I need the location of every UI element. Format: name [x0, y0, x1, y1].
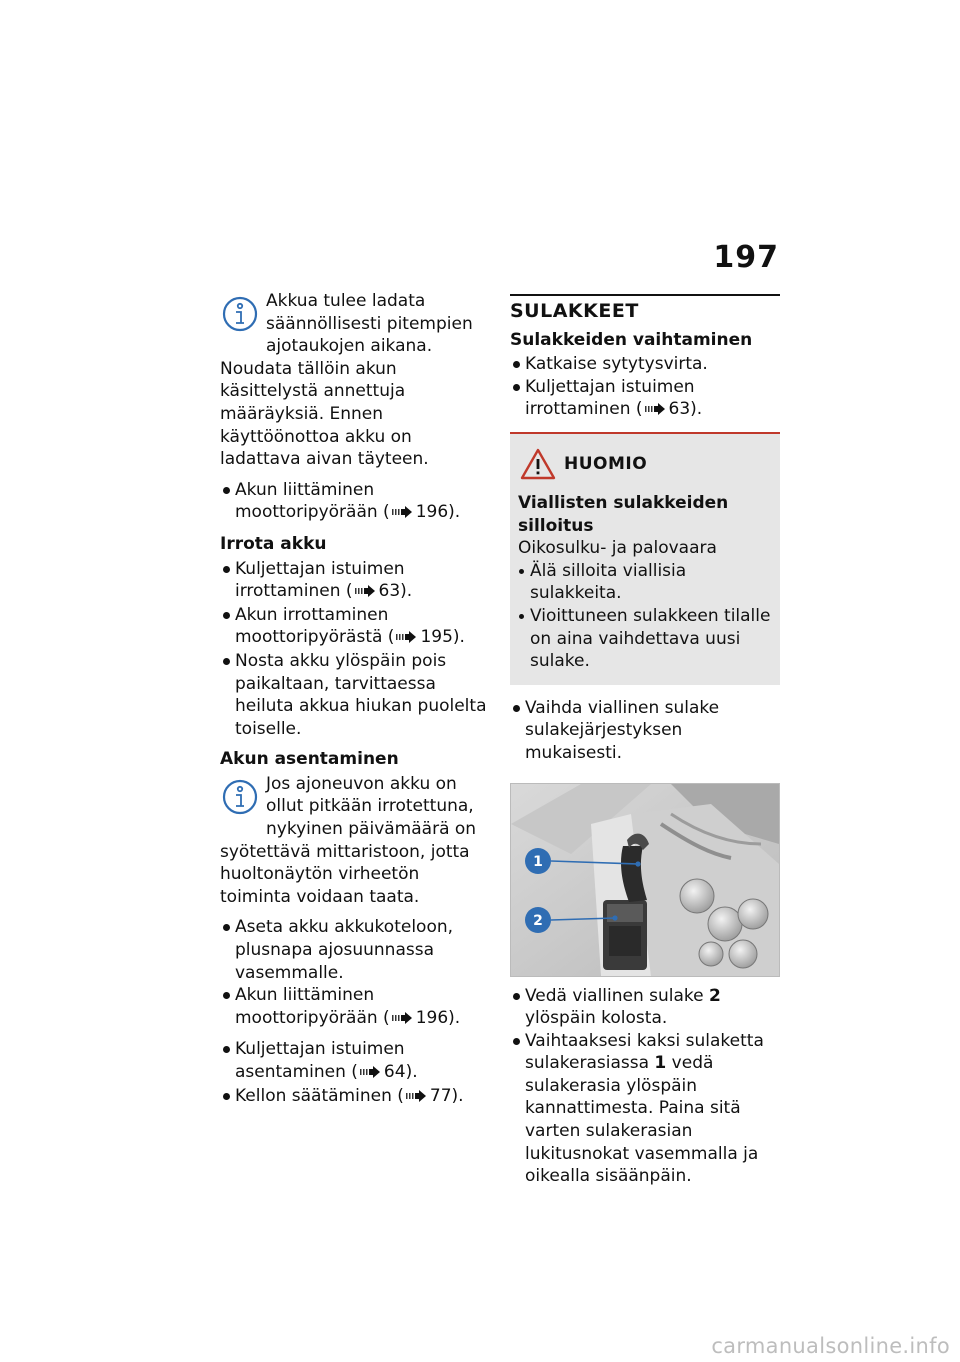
connect-list: [220, 479, 490, 525]
list-item: Vaihda viallinen sulake sulakejärjestyksen mukaisesti.: [510, 697, 780, 765]
list-item: Vioittuneen sulakkeen tilalle on aina vaihdettava uusi sulake.: [518, 605, 772, 673]
info-icon: [220, 775, 260, 819]
warning-box: [510, 432, 780, 685]
page-ref[interactable]: 196: [415, 1007, 449, 1028]
svg-text:1: 1: [533, 853, 543, 870]
warning-label: HUOMIO: [564, 453, 648, 474]
list-item: Akun liittäminen moottoripyörään ( 196).: [220, 984, 490, 1030]
list-item: Vedä viallinen sulake 2 ylöspäin kolosta.: [510, 985, 780, 1030]
reference-arrow-icon: [645, 399, 665, 422]
info-note-date: [220, 773, 490, 909]
left-column: [220, 290, 490, 1116]
list-item: Kellon säätäminen ( 77).: [220, 1085, 490, 1109]
fuse-box-figure: [510, 783, 780, 977]
reference-arrow-icon: [392, 1008, 412, 1031]
replace-steps-3: [510, 985, 780, 1188]
info-note-text: Akkua tulee ladata säännöllisesti pitempien ajotaukojen aikana. Noudata tällöin akun käsittelystä annettuja määräyksiä. Ennen käyttöönottoa akku on ladattava aivan täyteen.: [220, 291, 473, 470]
warning-list: [518, 560, 772, 673]
list-item: Katkaise sytytysvirta.: [510, 353, 780, 376]
page-ref[interactable]: 77: [429, 1085, 452, 1106]
info-note-charging: [220, 290, 490, 471]
page-ref[interactable]: 64: [383, 1062, 406, 1082]
callout-1: [525, 848, 551, 874]
fuse-box-number: 1: [654, 1053, 667, 1074]
warning-hazard: Oikosulku- ja palovaara: [518, 538, 717, 559]
page-ref[interactable]: 63: [378, 581, 401, 602]
page-ref[interactable]: 195: [420, 627, 453, 648]
subhead-remove-battery: Irrota akku: [220, 533, 327, 554]
list-item: Vaihtaaksesi kaksi sulaketta sulakerasiassa 1 vedä sulakerasia ylöspäin kannattimesta. Paina sitä varten sulakerasian lukitusnokat vasemmalla ja oikealla sisäänpäin.: [510, 1030, 780, 1188]
reference-arrow-icon: [392, 502, 412, 525]
list-item: Akun irrottaminen moottoripyörästä ( 195).: [220, 604, 490, 650]
callout-2: [525, 907, 551, 933]
fuse-box-illustration: [511, 784, 779, 976]
final-list: [220, 1038, 490, 1108]
replace-steps-1: [510, 353, 780, 422]
fuse-number: 2: [709, 985, 721, 1006]
svg-text:2: 2: [533, 912, 543, 929]
list-item: Kuljettajan istuimen asentaminen ( 64).: [220, 1038, 490, 1084]
warning-header: [518, 448, 772, 480]
list-item: Nosta akku ylöspäin pois paikaltaan, tarvittaessa heiluta akkua hiukan puolelta toiselle.: [220, 650, 490, 740]
page-number: 197: [713, 240, 779, 275]
info-note-text: Jos ajoneuvon akku on ollut pitkään irrotettuna, nykyinen päivämäärä on syötettävä mittaristoon, jotta huoltonäytön virheetön toiminta voidaan taata.: [220, 773, 477, 907]
subhead-install-battery: Akun asentaminen: [220, 749, 399, 770]
warning-triangle-icon: [520, 448, 556, 480]
page-ref[interactable]: 196: [415, 502, 449, 523]
list-item: Kuljettajan istuimen irrottaminen ( 63).: [510, 376, 780, 422]
subhead-replace-fuses: Sulakkeiden vaihtaminen: [510, 329, 753, 350]
section-title: SULAKKEET: [510, 294, 780, 323]
warning-title: Viallisten sulakkeiden silloitus: [518, 492, 729, 536]
reference-arrow-icon: [360, 1062, 380, 1085]
reference-arrow-icon: [406, 1086, 426, 1109]
list-item: Älä silloita viallisia sulakkeita.: [518, 560, 772, 605]
install-list: [220, 916, 490, 1030]
list-item: Akun liittäminen moottoripyörään ( 196).: [220, 479, 490, 525]
list-item: Kuljettajan istuimen irrottaminen ( 63).: [220, 558, 490, 604]
reference-arrow-icon: [396, 627, 416, 650]
right-column: [510, 290, 780, 1196]
remove-list: [220, 558, 490, 741]
page-ref[interactable]: 63: [668, 399, 691, 420]
reference-arrow-icon: [355, 581, 375, 604]
list-item: Aseta akku akkukoteloon, plusnapa ajosuunnassa vasemmalle.: [220, 916, 490, 984]
replace-steps-2: [510, 697, 780, 765]
info-icon: [220, 292, 260, 336]
watermark: carmanualsonline.info: [711, 1334, 950, 1358]
